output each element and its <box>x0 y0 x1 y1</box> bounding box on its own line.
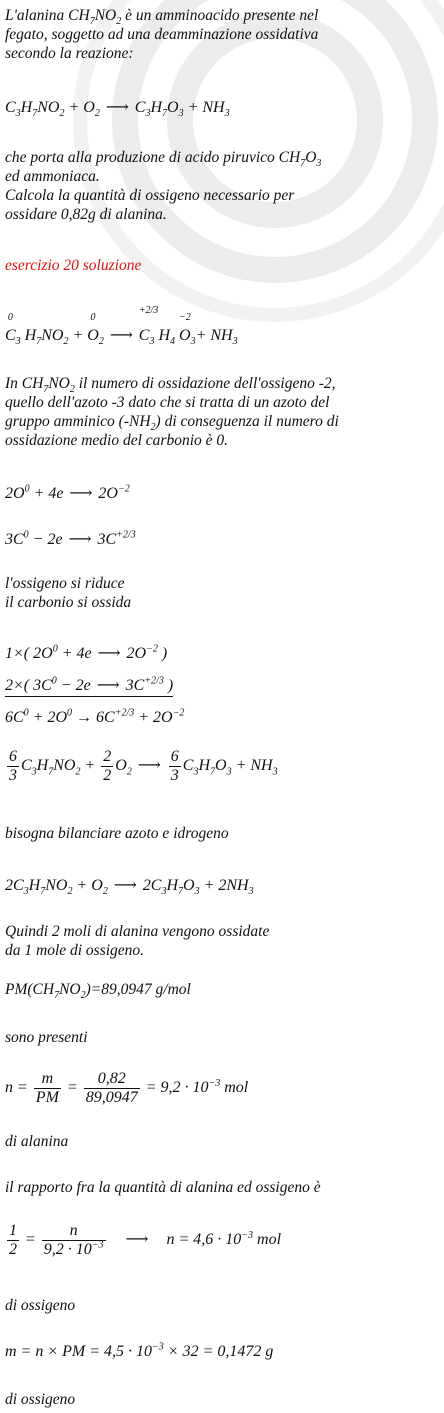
redox-notes: l'ossigeno si riduce il carbonio si ossida <box>5 575 132 611</box>
balanced-equation: $2C_3H_7NO_2 + O_2$ ⟶ $2C_3H_7O_3 + 2NH_3$ <box>5 877 254 898</box>
sum-line-2: 2×( $3C^0 - 2e$ ⟶ $3C^{+2/3}$ ) <box>5 676 440 697</box>
of-alanine-label: di alanina <box>5 1133 69 1150</box>
ratio-text: il rapporto fra la quantità di alanina ed ossigeno è <box>5 1179 321 1196</box>
conclusion-paragraph: Quindi 2 moli di alanina vengono ossidate da 1 mole di ossigeno. <box>5 923 270 959</box>
solution-title: esercizio 20 soluzione <box>5 257 142 274</box>
molar-mass: $PM(CH_7NO_2)=89,0947$ g/mol <box>5 981 191 1002</box>
of-oxygen-label-1: di ossigeno <box>5 1297 76 1314</box>
half-reaction-carbon: $3C^0 - 2e$ ⟶ $3C^{+2/3}$ <box>5 529 136 548</box>
moles-equation: n = $\frac{m}{PM}$ = $\frac{0,82}{89,0947}$ = $9,2 \cdot 10^{-3}$ mol <box>5 1070 249 1106</box>
fractional-equation: $\frac{6}{3}$ $C_3H_7NO_2$ + $\frac{2}{2}$ $O_2$ ⟶ $\frac{6}{3}$ $C_3H_7O_3 + NH_3$ <box>9 748 278 784</box>
question-paragraph: che porta alla produzione di acido piruvico $CH_7O_3$ ed ammoniaca. Calcola la quantità di ossigeno necessario per ossidare 0,82g di alanina. <box>5 149 322 223</box>
reaction-equation: $C_3H_7NO_2 + O_2$ ⟶ $C_3H_7O_3 + NH_3$ <box>5 99 230 120</box>
of-oxygen-label-2: di ossigeno <box>5 1391 76 1408</box>
oxidation-explanation: In $CH_7NO_2$ il numero di ossidazione dell'ossigeno -2, quello dell'azoto -3 dato che si tratta di un azoto del gruppo amminico $(-NH_2)$ di conseguenza il numero di ossidazione medio del carbonio è 0. <box>5 375 339 449</box>
mass-equation: m = n × PM = $4,5 \cdot 10^{-3} \times 32 = 0,1472$ g <box>5 1341 274 1360</box>
present-label: sono presenti <box>5 1029 88 1046</box>
oxidation-numbers-equation: 0 $C_3$ $H_7NO_2$ + 0 $O_2$ ⟶ +2/3 $C_3$ $H_4$ −2 $O_3+ NH_3$ <box>5 305 238 348</box>
sum-result: $6C^0 + 2O^0 \to 6C^{+2/3} + 2O^{-2}$ <box>5 707 185 726</box>
sum-line-1: 1×( $2O^0 + 4e$ ⟶ $2O^{-2}$ ) <box>5 643 168 662</box>
balance-note: bisogna bilanciare azoto e idrogeno <box>5 825 229 842</box>
half-reaction-oxygen: $2O^0 + 4e$ ⟶ $2O^{-2}$ <box>5 483 130 502</box>
intro-paragraph: L'alanina $CH_7NO_2$ è un amminoacido presente nel fegato, soggetto ad una deamminazione ossidativa secondo la reazione: <box>5 7 319 62</box>
ratio-equation: $\frac{1}{2}$ = $\frac{n}{9,2 \cdot 10^{-3}}$ ⟶ $n = 4,6 \cdot 10^{-3}$ mol <box>9 1222 282 1258</box>
